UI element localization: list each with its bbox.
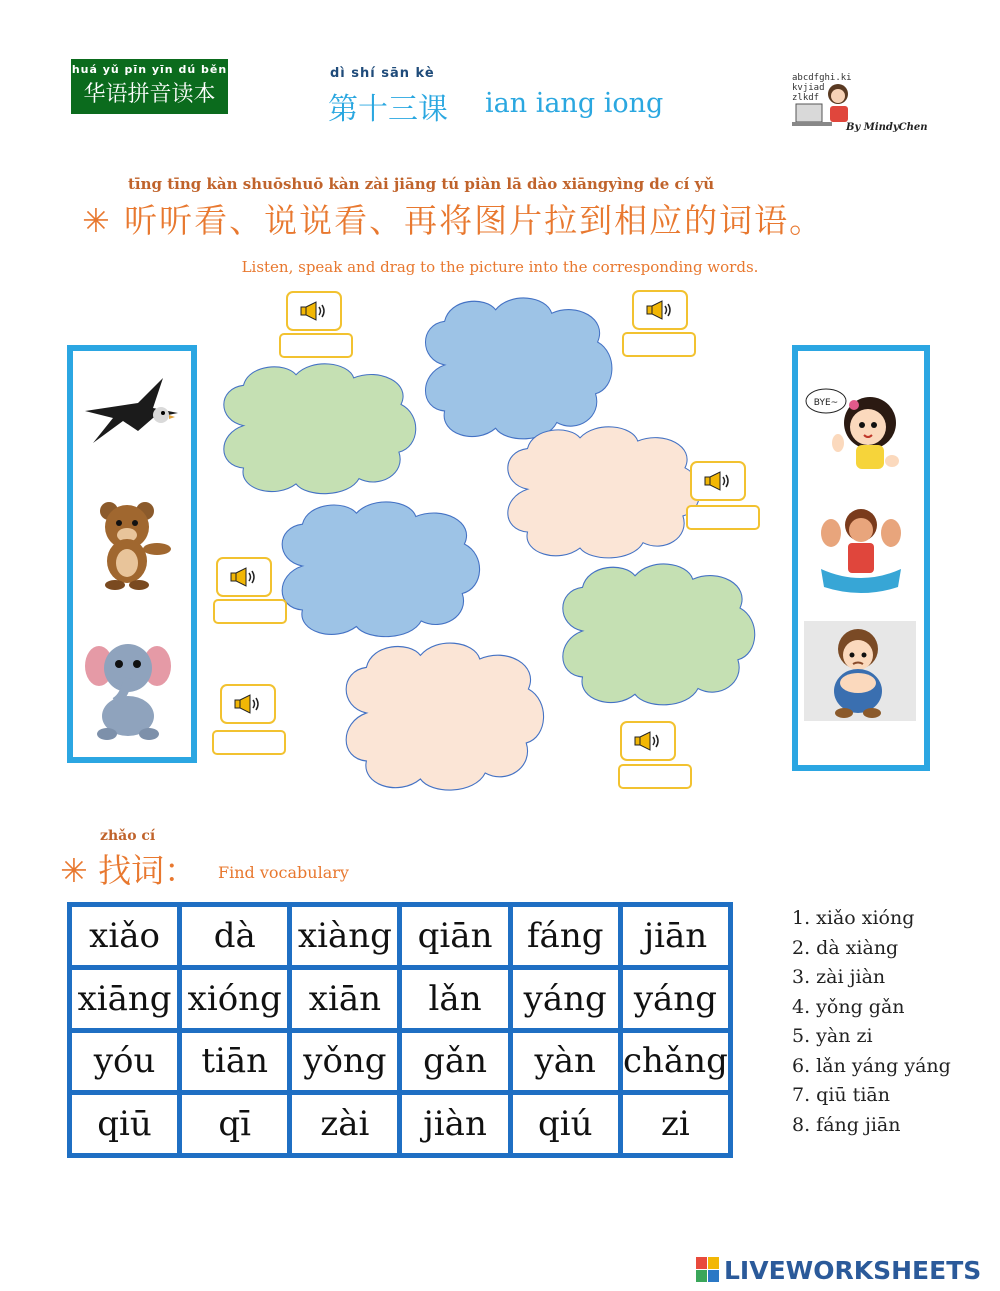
cloud-blue-middle[interactable] <box>282 502 479 637</box>
grid-cell[interactable]: tiān <box>182 1033 287 1091</box>
sad-boy-image[interactable] <box>804 621 916 725</box>
answer-box[interactable] <box>213 599 287 624</box>
cloud-green-bottom-right[interactable] <box>563 564 755 705</box>
grid-cell[interactable]: zi <box>623 1095 728 1153</box>
answer-box[interactable] <box>622 332 696 357</box>
answer-box[interactable] <box>618 764 692 789</box>
answer-box[interactable] <box>212 730 286 755</box>
word-list-item: 1. xiǎo xióng <box>792 907 915 929</box>
word-list-item: 4. yǒng gǎn <box>792 995 905 1018</box>
instruction-chinese: ✳ 听听看、说说看、再将图片拉到相应的词语。 <box>82 201 825 240</box>
grid-cell[interactable]: qiú <box>513 1095 618 1153</box>
elephant-image[interactable] <box>85 636 175 745</box>
word-list-item: 5. yàn zi <box>792 1025 873 1047</box>
cloud-peach-bottom[interactable] <box>346 643 543 790</box>
grid-cell[interactable]: xiàng <box>292 907 397 965</box>
grid-cell[interactable]: xiān <box>292 970 397 1028</box>
author-credit: By MindyChen <box>846 122 928 133</box>
grid-cell[interactable]: qiū <box>72 1095 177 1153</box>
instruction-english: Listen, speak and drag to the picture into the corresponding words. <box>241 258 759 276</box>
svg-text:kvjiad: kvjiad <box>792 83 825 93</box>
bear-image[interactable] <box>95 499 175 593</box>
speaker-icon[interactable] <box>220 684 276 724</box>
grid-cell[interactable]: xiǎo <box>72 907 177 965</box>
find-vocab-pinyin: zhǎo cí <box>100 828 156 844</box>
grid-cell[interactable]: yóu <box>72 1033 177 1091</box>
badge-pinyin: huá yǔ pīn yīn dú běn <box>71 63 228 76</box>
answer-box[interactable] <box>279 333 353 358</box>
grid-cell[interactable]: dà <box>182 907 287 965</box>
grid-cell[interactable]: jiàn <box>402 1095 507 1153</box>
grid-cell[interactable]: yáng <box>513 970 618 1028</box>
left-picture-panel <box>67 345 197 763</box>
swallow-image[interactable] <box>83 373 183 457</box>
grid-cell[interactable]: gǎn <box>402 1033 507 1091</box>
badge-title: 华语拼音读本 <box>83 82 216 107</box>
grid-cell[interactable]: yàn <box>513 1033 618 1091</box>
word-list-item: 3. zài jiàn <box>792 966 886 988</box>
cloud-peach-right[interactable] <box>508 427 700 558</box>
svg-text:abcdfghi.ki: abcdfghi.ki <box>792 73 852 83</box>
cloud-green-top-left[interactable] <box>224 364 416 494</box>
lesson-sounds: ian iang iong <box>485 88 664 119</box>
brand-text: LIVEWORKSHEETS <box>724 1255 982 1285</box>
find-vocab-chinese: ✳ 找词： <box>60 851 198 890</box>
word-list <box>792 904 951 1140</box>
answer-box[interactable] <box>686 505 760 530</box>
word-search-grid <box>67 902 733 1158</box>
grid-cell[interactable]: yǒng <box>292 1033 397 1091</box>
grid-cell[interactable]: xióng <box>182 970 287 1028</box>
speaker-icon[interactable] <box>632 290 688 330</box>
grid-cell[interactable]: chǎng <box>623 1033 728 1091</box>
grid-cell[interactable]: fáng <box>513 907 618 965</box>
liveworksheets-logo-icon <box>696 1257 720 1283</box>
grid-cell[interactable]: xiāng <box>72 970 177 1028</box>
cloud-blue-top[interactable] <box>425 298 611 439</box>
grid-cell[interactable]: jiān <box>623 907 728 965</box>
instruction-pinyin: tīng tīng kàn shuōshuō kàn zài jiāng tú piàn lā dào xiāngyìng de cí yǔ <box>128 175 715 193</box>
word-list-item: 8. fáng jiān <box>792 1113 901 1136</box>
grid-cell[interactable]: zài <box>292 1095 397 1153</box>
speaker-icon[interactable] <box>620 721 676 761</box>
grid-cell[interactable]: qiān <box>402 907 507 965</box>
grid-cell[interactable]: yáng <box>623 970 728 1028</box>
liveworksheets-logo <box>696 1255 981 1285</box>
word-list-item: 6. lǎn yáng yáng <box>792 1054 951 1077</box>
grid-cell[interactable]: lǎn <box>402 970 507 1028</box>
right-picture-panel <box>792 345 930 771</box>
lesson-pinyin: dì shí sān kè <box>330 66 435 81</box>
speaker-icon[interactable] <box>286 291 342 331</box>
speech-bubble-text: BYE~ <box>813 398 839 408</box>
girl-bye-image[interactable] <box>804 379 914 478</box>
word-list-item: 7. qiū tiān <box>792 1084 890 1106</box>
find-vocab-english: Find vocabulary <box>218 863 349 882</box>
lesson-title: 第十三课 <box>328 92 448 127</box>
word-list-item: 2. dà xiàng <box>792 936 899 959</box>
svg-text:zlkdf: zlkdf <box>792 93 820 103</box>
speaker-icon[interactable] <box>690 461 746 501</box>
speaker-icon[interactable] <box>216 557 272 597</box>
strong-boy-image[interactable] <box>816 503 906 602</box>
grid-cell[interactable]: qī <box>182 1095 287 1153</box>
